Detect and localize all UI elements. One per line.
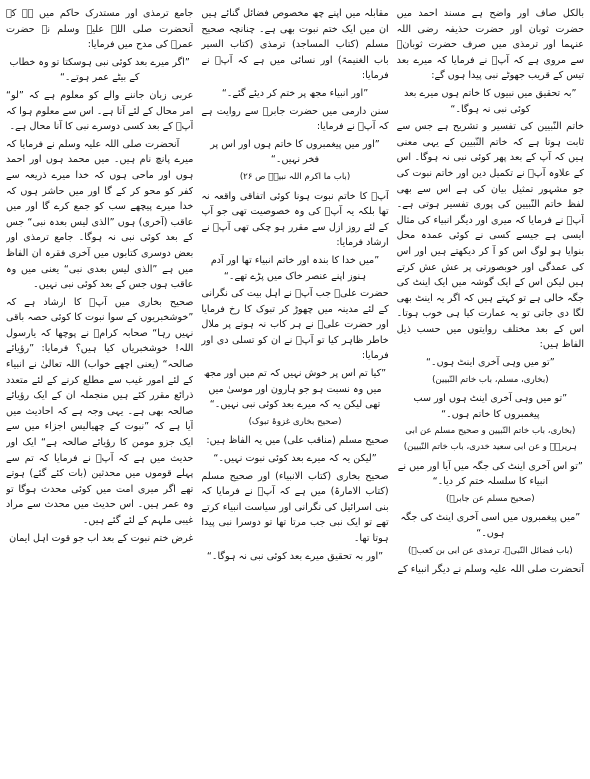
paragraph: آنحضرت صلی اللہ علیہ وسلم نے فرمایا کہ میرے پانچ نام ہیں۔ میں محمد ہوں اور احمد ہوں اور ماحی ہوں کہ خدا میرے ذریعہ سے کفر کو محو کر کے گا اور میں حاشر ہوں کہ خدا میرے پیچھے سب کو جمع کرے گا اور میں عاقب (آخری) ہوں ”الذی لیس بعدہ نبی“ جس کے بعد کوئی نبی نہ ہوگا۔ جامع ترمذی اور بعض دوسری کتابوں میں آخری فقرہ ان الفاظ میں ہے ”الذی لیس بعدی نبی“ یعنی میں وہ عاقب ہوں جس کے بعد کوئی نبی نہیں۔ (6, 138, 194, 291)
paragraph: سنن دارمی میں حضرت جابرؓ سے روایت ہے کہ آپؐ نے فرمایا: (201, 105, 389, 133)
quotation: ”کیا تم اس پر خوش نہیں کہ تم میں اور مجھ میں وہ نسبت ہو جو ہارون اور موسیٰ میں تھی لیکن یہ کہ میرے بعد کوئی نبی نہیں۔“ (203, 368, 387, 411)
paragraph: مقابلہ میں اپنے چھ مخصوص فضائل گنائے ہیں ان میں ایک ختم نبوت بھی ہے۔ چنانچہ صحیح مسلم (کتاب المساجد) ترمذی (کتاب السیر باب الغنیمۃ) اور نسائی میں ہے کہ آپؐ نے فرمایا: (201, 8, 389, 82)
paragraph: عربی زبان جاننے والے کو معلوم ہے کہ ”لو“ امر محال کے لئے آتا ہے۔ اس سے معلوم ہوا کہ آپؐ کے بعد کسی دوسرے نبی کا آنا محال ہے۔ (6, 89, 194, 133)
quotation: ”بہ تحقیق میں نبیوں کا خاتم ہوں میرے بعد کوئی نبی نہ ہوگا۔“ (404, 87, 577, 115)
paragraph: صحیح بخاری میں آپؐ کا ارشاد ہے کہ ”خوشخبریوں کے سوا نبوت کا کوئی حصہ باقی نہیں رہا“ صحابہ کرامؓ نے پوچھا کہ یارسول اللہ! خوشخبریاں کیا ہیں؟ فرمایا: ”رؤیائے صالحہ“ (یعنی اچھے خواب) اللہ تعالیٰ نے انبیاء کے لئے امور غیب سے مطلع کرنے کے لئے متعدد ذرائع مقرر کئے ہیں منجملہ ان کے ایک رؤیائے صالحہ بھی ہے۔ یہی وجہ ہے کہ احادیث میں آیا ہے کہ ”نبوت کے چھیالیس اجزاء میں سے ایک جزو مومن کا رؤیائے صالحہ ہے“ ایک اور حدیث میں ہے کہ آپؐ نے فرمایا کہ تم سے پہلے قوموں میں محدثین (بات کئے گئے) ہوتے تھے اگر میری امت میں کوئی محدث ہوگا تو وہ عمر ہیں۔ اس حدیث میں محدث سے مراد غیبی ملہم کے لئے گئے ہیں۔ (6, 296, 194, 526)
citation: (صحیح بخاری غزوۂ تبوک) (248, 416, 342, 427)
citation: (باب فضائل النّبیؐ، ترمذی عن ابی بن کعبؓ) (408, 545, 573, 556)
paragraph: حضرت علیؓ جب آپؐ نے اہل بیت کی نگرانی کے لئے مدینہ میں چھوڑ کر تبوک کا رخ فرمایا اور حضرت علیؓ نے ہر کاب نہ ہونے پر ملال خاطر ظاہر کیا تو آپؐ نے ان کو تسلی دی اور فرمایا: (201, 288, 389, 362)
citation: (باب ما اکرم اللہ نبیہؐ ص ۲۶) (239, 171, 351, 182)
column-middle (201, 6, 388, 775)
quotation: ”تو اس آخری اینٹ کی جگہ میں آیا اور میں نے انبیاء کا سلسلہ ختم کر دیا۔“ (397, 460, 583, 488)
paragraph: آپؐ کا خاتم نبوت ہونا کوئی اتفاقی واقعہ نہ تھا بلکہ یہ آپؐ کی وہ خصوصیت تھی جو آپ کے لئے روز ازل سے مقرر ہو چکی تھی آپؐ نے ارشاد فرمایا: (201, 190, 389, 249)
quotation: ”تو میں وہی آخری اینٹ ہوں اور سب پیغمبروں کا خاتم ہوں۔“ (413, 393, 568, 420)
paragraph: خاتم النّبیین کی تفسیر و تشریح ہے جس سے ثابت ہوتا ہے کہ خاتم النّبیین کے یہی معنی ہیں کہ آپ کے بعد پھر کوئی نبی نہ ہوگا۔ اس کے علاوہ آپؐ نے تکمیل دین اور خاتم نبوت کی جو مشہور تمثیل بیان کی ہے اس سے بھی لفظ خاتم النّبیین کی پوری تفسیر ہوتی ہے۔ آپؐ نے فرمایا کہ میری اور دیگر انبیاء کی مثال ایسی ہے جیسے کسی نے کوئی عمدہ محل بنوایا ہو لوگ اس کو آ کر دیکھتے ہیں اور اس کی عمدگی اور خوبصورتی پر عش عش کرتے ہیں لیکن اس کے ایک گوشہ میں ایک اینٹ کی جگہ خالی ہے تو کہتے ہیں کہ اگر یہ اینٹ بھی لگا دی جاتی تو یہ عمارت کیا ہی خوب ہوتا۔ اس کے بعد مختلف روایتوں میں حسب ذیل الفاظ ہیں: (396, 121, 584, 351)
quotation: ”میں خدا کا بندہ اور خاتم انبیاء تھا اور آدم ہنوز اپنے عنصر خاک میں پڑے تھے۔“ (210, 254, 380, 282)
citation: (بخاری، باب خاتم النّبیین و صحیح مسلم عن ابی ہریرہؓ و عن ابی سعید خدری، باب خاتم النّبیین) (403, 426, 577, 453)
quotation: ”اور میں پیغمبروں کا خاتم ہوں اور اس پر فخر نہیں۔“ (210, 138, 380, 166)
quotation: ”میں پیغمبروں میں اسی آخری اینٹ کی جگہ ہوں۔“ (400, 512, 581, 539)
paragraph: غرض ختم نبوت کے بعد اب جو قوت اہل ایمان (9, 532, 194, 544)
citation: (صحیح مسلم عن جابرؓ) (446, 493, 535, 504)
paragraph: جامع ترمذی اور مستدرک حاکم میں ہے کہ آنحضرت صلی اللہ علیہ وسلم نے حضرت عمرؓ کی مدح میں فرمایا: (6, 8, 194, 51)
paragraph: صحیح بخاری (کتاب الانبیاء) اور صحیح مسلم (کتاب الامارۃ) میں ہے کہ آپؐ نے فرمایا کہ بنی اسرائیل کی نگرانی اور سیاست انبیاء کرتے تھے تو ایک نبی جب مرتا تھا تو دوسرا نبی پیدا ہوتا تھا۔ (201, 470, 389, 544)
quotation: ”لیکن یہ کہ میرے بعد کوئی نبوت نہیں۔“ (213, 453, 377, 465)
quotation: ”تو میں وہی آخری اینٹ ہوں۔“ (425, 357, 555, 369)
paragraph: آنحضرت صلی اللہ علیہ وسلم نے دیگر انبیاء کے (397, 564, 584, 576)
quotation: ”اور انبیاء مجھ پر ختم کر دیئے گئے۔“ (221, 87, 369, 99)
column-left (6, 6, 193, 775)
column-right (397, 6, 584, 775)
paragraph: صحیح مسلم (مناقب علی) میں یہ الفاظ ہیں: (206, 435, 389, 447)
citation: (بخاری، مسلم، باب خاتم النّبیین) (432, 374, 549, 385)
quotation: ”اور بہ تحقیق میرے بعد کوئی نبی نہ ہوگا۔“ (206, 550, 384, 562)
quotation: ”اگر میرے بعد کوئی نبی ہوسکتا تو وہ خطاب کے بیٹے عمر ہوتے۔“ (9, 56, 190, 84)
paragraph: بالکل صاف اور واضح ہے مسند احمد میں حضرت ثوبان اور حضرت حذیفہ رضی اللہ عنہما اور ترمذی میں صرف حضرت ثوبانؓ سے مروی ہے کہ آپؐ نے فرمایا کہ میرے بعد تیس کے قریب جھوٹے نبی پیدا ہوں گے: (396, 8, 584, 82)
